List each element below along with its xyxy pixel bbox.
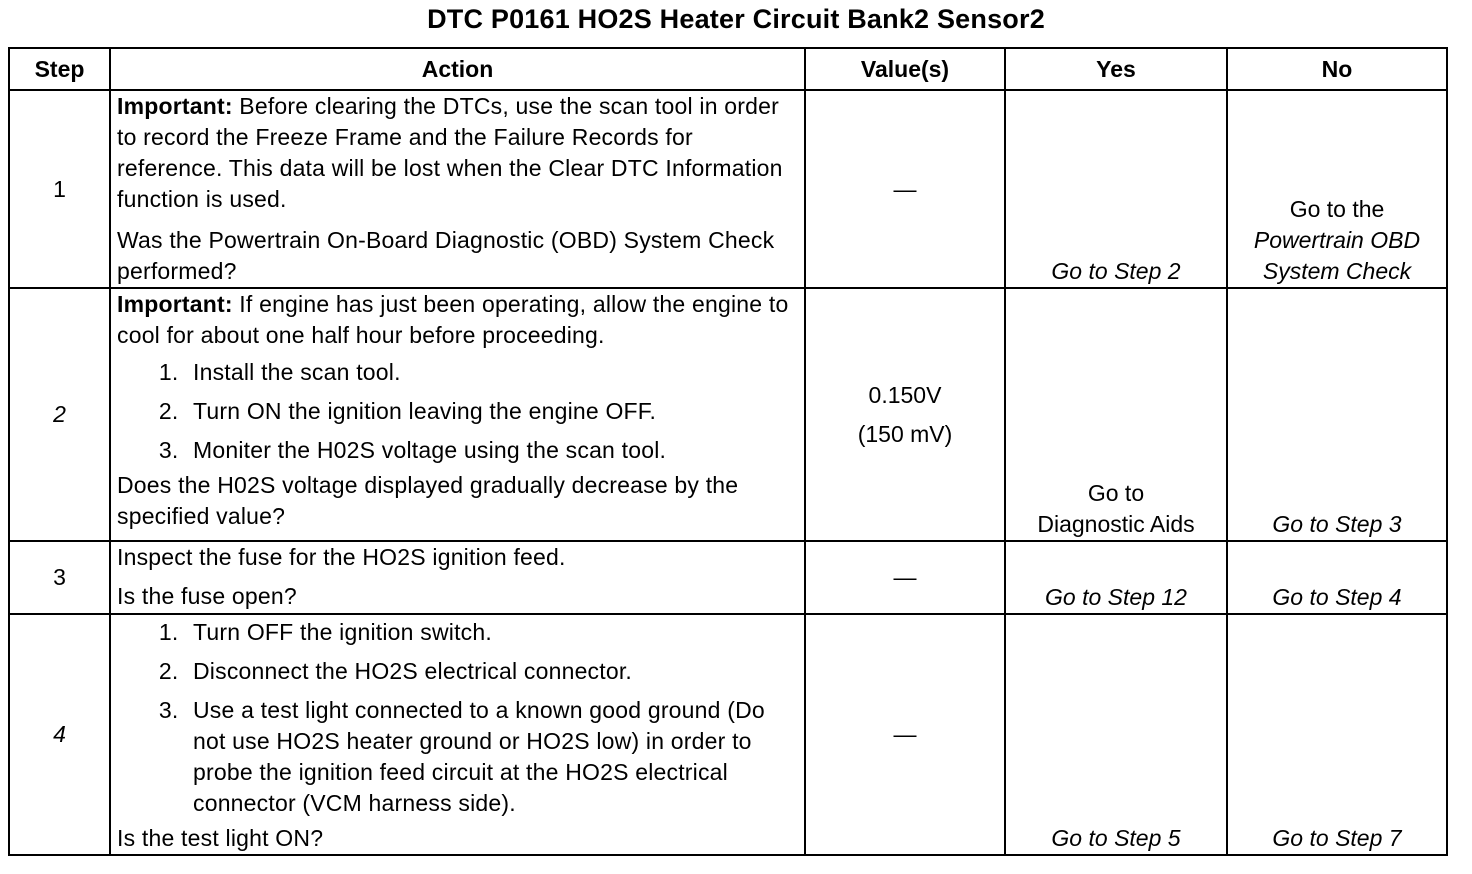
no-prefix: Go to the: [1289, 196, 1385, 222]
header-action: Action: [110, 48, 805, 90]
no-link[interactable]: Go to Step 3: [1227, 288, 1447, 541]
yes-link[interactable]: Diagnostic Aids: [1037, 511, 1195, 537]
yes-prefix: Go to: [1087, 480, 1145, 506]
important-label: Important:: [117, 291, 233, 317]
no-link[interactable]: Powertrain OBD System Check: [1253, 227, 1421, 284]
step-number: 1: [9, 90, 110, 288]
important-text: Before clearing the DTCs, use the scan tool in order to record the Freeze Frame and the Failure Records for reference. This data will be lost when the Clear DTC Information function is used.: [117, 93, 783, 212]
value-cell: —: [805, 541, 1005, 614]
list-item: 1. Turn OFF the ignition switch.: [185, 617, 798, 648]
action-cell: [110, 614, 805, 855]
procedure-list: [117, 357, 798, 466]
procedure-list: [117, 617, 798, 819]
header-yes: Yes: [1005, 48, 1227, 90]
yes-link[interactable]: Go to Step 5: [1005, 614, 1227, 855]
step-number: 2: [9, 288, 110, 541]
value-cell: [805, 288, 1005, 541]
diagnostic-table: [8, 47, 1448, 856]
list-item: 2. Disconnect the HO2S electrical connector.: [185, 656, 798, 687]
value-millivolts: (150 mV): [857, 420, 953, 447]
header-values: Value(s): [805, 48, 1005, 90]
yes-link[interactable]: Go to Step 12: [1005, 541, 1227, 614]
no-link[interactable]: Go to Step 4: [1227, 541, 1447, 614]
page-title: DTC P0161 HO2S Heater Circuit Bank2 Sensor2: [427, 4, 1045, 34]
question-text: Was the Powertrain On-Board Diagnostic (OBD) System Check performed?: [117, 227, 775, 284]
action-cell: [110, 288, 805, 541]
no-link[interactable]: Go to Step 7: [1227, 614, 1447, 855]
value-cell: —: [805, 614, 1005, 855]
value-cell: —: [805, 90, 1005, 288]
action-cell: [110, 541, 805, 614]
important-note: [117, 91, 798, 215]
table-header-row: [9, 48, 1447, 90]
no-cell: [1227, 90, 1447, 288]
table-row-step-3: [9, 541, 1447, 614]
step-number: 4: [9, 614, 110, 855]
table-row-step-4: [9, 614, 1447, 855]
yes-cell: [1005, 288, 1227, 541]
question-text: Is the test light ON?: [117, 825, 324, 851]
table-row-step-1: [9, 90, 1447, 288]
important-note: [117, 289, 798, 351]
question-text: Does the H02S voltage displayed gradually decrease by the specified value?: [117, 472, 739, 529]
yes-link[interactable]: Go to Step 2: [1005, 90, 1227, 288]
list-item: 3. Moniter the H02S voltage using the scan tool.: [185, 435, 798, 466]
list-item: 3. Use a test light connected to a known good ground (Do not use HO2S heater ground or HO2S low) in order to probe the ignition feed circuit at the HO2S electrical connector (VCM harness side).: [185, 695, 798, 819]
question-text: Is the fuse open?: [117, 583, 297, 609]
list-item: 2. Turn ON the ignition leaving the engine OFF.: [185, 396, 798, 427]
important-label: Important:: [117, 93, 233, 119]
step-number: 3: [9, 541, 110, 614]
action-cell: [110, 90, 805, 288]
table-row-step-2: [9, 288, 1447, 541]
instruction-text: Inspect the fuse for the HO2S ignition feed.: [117, 544, 566, 570]
header-step: Step: [9, 48, 110, 90]
important-text: If engine has just been operating, allow the engine to cool for about one half hour before proceeding.: [117, 291, 789, 348]
value-volts: 0.150V: [868, 381, 942, 408]
header-no: No: [1227, 48, 1447, 90]
list-item: 1. Install the scan tool.: [185, 357, 798, 388]
